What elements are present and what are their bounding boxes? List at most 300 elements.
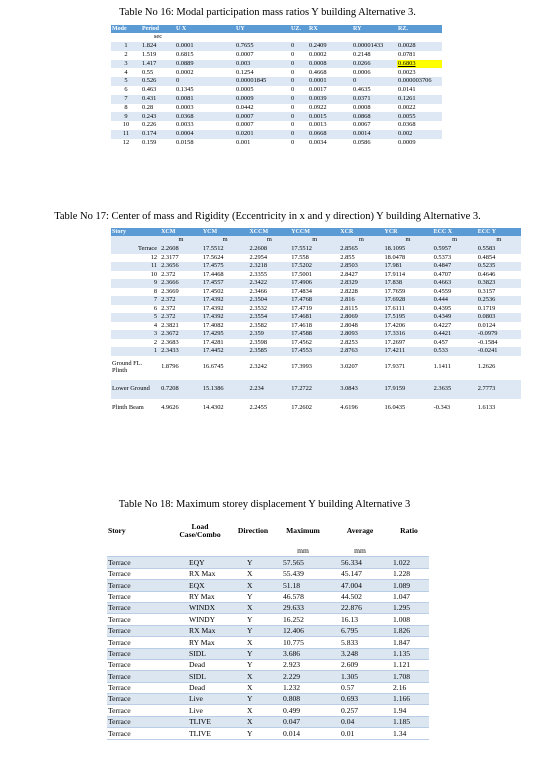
table-cell: 0.0006 bbox=[352, 68, 397, 77]
table-cell: 0 bbox=[290, 42, 308, 51]
unit-label: mm bbox=[331, 546, 389, 557]
table-cell: 4.9626 bbox=[160, 399, 202, 418]
table-cell: 0.257 bbox=[331, 705, 389, 716]
table-cell: 0.431 bbox=[141, 95, 175, 104]
table-cell: 17.4295 bbox=[202, 330, 249, 339]
table-cell: 3.686 bbox=[275, 648, 331, 659]
table-cell: 0.0371 bbox=[352, 95, 397, 104]
table-cell: 1.34 bbox=[389, 728, 429, 739]
table-cell: 1.6133 bbox=[477, 399, 521, 418]
table-cell: Terrace bbox=[107, 602, 169, 613]
table17-caption: Table No 17: Center of mass and Rigidity (Eccentricity in x and y direction) Y building Alternative 3. bbox=[54, 211, 481, 222]
table-cell: 17.5512 bbox=[290, 245, 339, 254]
table-cell: Terrace bbox=[107, 557, 169, 568]
table-cell: 2.8093 bbox=[339, 330, 383, 339]
table-cell: 1.519 bbox=[141, 51, 175, 60]
table-cell: 0.0022 bbox=[397, 104, 442, 113]
table-cell: 17.5624 bbox=[202, 254, 249, 263]
table-cell: 17.9114 bbox=[383, 271, 432, 280]
table-cell: 0.4395 bbox=[433, 305, 477, 314]
table-cell: 1.1411 bbox=[433, 356, 477, 380]
table-cell: 0.0015 bbox=[308, 112, 352, 121]
table-cell: 0.0067 bbox=[352, 121, 397, 130]
table-cell: 17.4452 bbox=[202, 347, 249, 356]
table-cell: 17.2602 bbox=[290, 399, 339, 418]
table-cell: 2.372 bbox=[160, 296, 202, 305]
table-cell: Ground FL. Plinth bbox=[111, 356, 160, 380]
table-cell: 22.876 bbox=[331, 602, 389, 613]
table-cell: Y bbox=[231, 648, 275, 659]
table-cell: 2.3821 bbox=[160, 322, 202, 331]
table-cell: 2.3532 bbox=[248, 305, 290, 314]
table-cell: 4 bbox=[111, 322, 160, 331]
table-cell: X bbox=[231, 568, 275, 579]
table-row bbox=[107, 557, 429, 568]
table-cell: 2.16 bbox=[389, 682, 429, 693]
table-cell: 0.55 bbox=[141, 68, 175, 77]
table-cell: 15.1386 bbox=[202, 380, 249, 399]
table-cell: 1.185 bbox=[389, 716, 429, 727]
table-cell: 0 bbox=[290, 95, 308, 104]
unit-cell bbox=[111, 33, 141, 42]
unit-label: m bbox=[248, 236, 290, 245]
table-cell: 0.0007 bbox=[235, 121, 290, 130]
table-row bbox=[111, 42, 442, 51]
table-cell: 2.3585 bbox=[248, 347, 290, 356]
table-cell: 0.526 bbox=[141, 77, 175, 86]
table-cell: 2.923 bbox=[275, 659, 331, 670]
unit-label: m bbox=[383, 236, 432, 245]
table-cell: 2.3666 bbox=[160, 279, 202, 288]
table-cell: 0.28 bbox=[141, 104, 175, 113]
table-row bbox=[107, 705, 429, 716]
table-cell: 4.6196 bbox=[339, 399, 383, 418]
table-cell: 45.147 bbox=[331, 568, 389, 579]
table-cell: 0.0002 bbox=[175, 68, 235, 77]
table-cell: SIDL bbox=[169, 671, 231, 682]
table-cell: 12 bbox=[111, 254, 160, 263]
table-cell: 0.226 bbox=[141, 121, 175, 130]
column-header: YCR bbox=[383, 228, 432, 236]
table-cell: 0 bbox=[290, 104, 308, 113]
table-cell: 0 bbox=[352, 77, 397, 86]
table-cell: 0.6803 bbox=[397, 60, 442, 69]
table-cell: 0.5583 bbox=[477, 245, 521, 254]
table-cell: Live bbox=[169, 694, 231, 705]
table-cell: Terrace bbox=[107, 705, 169, 716]
table-cell: 0.3157 bbox=[477, 288, 521, 297]
table-cell: 0 bbox=[290, 112, 308, 121]
table-cell: 0.0013 bbox=[308, 121, 352, 130]
center-of-mass-rigidity-table bbox=[111, 228, 521, 418]
column-header: Load Case/Combo bbox=[169, 516, 231, 546]
table-cell: 0.5957 bbox=[433, 245, 477, 254]
table-cell: 57.565 bbox=[275, 557, 331, 568]
table-cell: 0.5373 bbox=[433, 254, 477, 263]
table-cell: 2.3598 bbox=[248, 339, 290, 348]
table-cell: 2.359 bbox=[248, 330, 290, 339]
table-cell: 1.824 bbox=[141, 42, 175, 51]
table-cell: 2.8565 bbox=[339, 245, 383, 254]
table-cell: 0.4854 bbox=[477, 254, 521, 263]
table-cell: 0.0007 bbox=[235, 51, 290, 60]
table-cell: 0 bbox=[290, 139, 308, 148]
table-cell: 0.0586 bbox=[352, 139, 397, 148]
table-cell: 0.0039 bbox=[308, 95, 352, 104]
table-cell: Y bbox=[231, 625, 275, 636]
table-cell: 0.04 bbox=[331, 716, 389, 727]
table-cell: Y bbox=[231, 591, 275, 602]
table-cell: 17.4834 bbox=[290, 288, 339, 297]
table16-caption: Table No 16: Modal participation mass ratios Y building Alternative 3. bbox=[119, 7, 416, 18]
table-cell: 18.1095 bbox=[383, 245, 432, 254]
table-row bbox=[111, 356, 521, 380]
table-row bbox=[107, 602, 429, 613]
table-row bbox=[111, 112, 442, 121]
table-cell: 2.3635 bbox=[433, 380, 477, 399]
table-row bbox=[107, 728, 429, 739]
table-cell: 1.135 bbox=[389, 648, 429, 659]
table-cell: 9 bbox=[111, 112, 141, 121]
table-cell: 3 bbox=[111, 60, 141, 69]
table-cell: -0.343 bbox=[433, 399, 477, 418]
table-cell: 3.0843 bbox=[339, 380, 383, 399]
unit-cell bbox=[352, 33, 397, 42]
table-row bbox=[111, 399, 521, 418]
table-cell: 17.4281 bbox=[202, 339, 249, 348]
table-cell: Terrace bbox=[107, 671, 169, 682]
table-cell: 0.4646 bbox=[477, 271, 521, 280]
table-cell: 2.372 bbox=[160, 313, 202, 322]
table-cell: Terrace bbox=[107, 659, 169, 670]
table-cell: Terrace bbox=[107, 682, 169, 693]
table-cell: 0 bbox=[290, 77, 308, 86]
table-cell: 17.5512 bbox=[202, 245, 249, 254]
table-cell: 0.01 bbox=[331, 728, 389, 739]
table-cell: 2.8763 bbox=[339, 347, 383, 356]
unit-label bbox=[169, 546, 231, 557]
table-cell: 0.0017 bbox=[308, 86, 352, 95]
column-header: YCCM bbox=[290, 228, 339, 236]
table-cell: 2 bbox=[111, 339, 160, 348]
table-cell: 0.1719 bbox=[477, 305, 521, 314]
table-cell: 10 bbox=[111, 121, 141, 130]
unit-cell bbox=[290, 33, 308, 42]
table-cell: 12 bbox=[111, 139, 141, 148]
table-cell: 11 bbox=[111, 262, 160, 271]
table-cell: Terrace bbox=[107, 625, 169, 636]
table-cell: 0.4227 bbox=[433, 322, 477, 331]
table-cell: 0.014 bbox=[275, 728, 331, 739]
table-cell: Terrace bbox=[111, 245, 160, 254]
table-row bbox=[111, 347, 521, 356]
table-cell: Terrace bbox=[107, 591, 169, 602]
unit-cell bbox=[308, 33, 352, 42]
table-cell: 2.3422 bbox=[248, 279, 290, 288]
table-cell: 1.022 bbox=[389, 557, 429, 568]
table-cell: Terrace bbox=[107, 716, 169, 727]
column-header: UY bbox=[235, 25, 290, 33]
table-cell: 2.8253 bbox=[339, 339, 383, 348]
table-cell: Y bbox=[231, 557, 275, 568]
table-cell: 16.0435 bbox=[383, 399, 432, 418]
table-cell: 0.2536 bbox=[477, 296, 521, 305]
table-cell: 2.3669 bbox=[160, 288, 202, 297]
table-cell: 0 bbox=[290, 121, 308, 130]
table-cell: Y bbox=[231, 694, 275, 705]
table-cell: 0.2409 bbox=[308, 42, 352, 51]
table-cell: 0.4663 bbox=[433, 279, 477, 288]
table-cell: 2 bbox=[111, 51, 141, 60]
column-header: Ratio bbox=[389, 516, 429, 546]
table-cell: 1.8796 bbox=[160, 356, 202, 380]
table-cell: 0.6815 bbox=[175, 51, 235, 60]
table-cell: 2.234 bbox=[248, 380, 290, 399]
table-cell: 17.6928 bbox=[383, 296, 432, 305]
table-cell: 0.3823 bbox=[477, 279, 521, 288]
table-cell: 44.502 bbox=[331, 591, 389, 602]
table-cell: 0.0005 bbox=[235, 86, 290, 95]
table-cell: 2.3433 bbox=[160, 347, 202, 356]
table-cell: 17.9371 bbox=[383, 356, 432, 380]
table-cell: 0.533 bbox=[433, 347, 477, 356]
table-cell: Terrace bbox=[107, 614, 169, 625]
table-cell: 0.0028 bbox=[397, 42, 442, 51]
table-cell: 17.3993 bbox=[290, 356, 339, 380]
table-cell: 2.7773 bbox=[477, 380, 521, 399]
unit-label bbox=[107, 546, 169, 557]
table-cell: X bbox=[231, 705, 275, 716]
table-cell: 1.708 bbox=[389, 671, 429, 682]
table-cell: 2.609 bbox=[331, 659, 389, 670]
table-cell: 0.0141 bbox=[397, 86, 442, 95]
table-cell: 1.228 bbox=[389, 568, 429, 579]
table-cell: 0.0033 bbox=[175, 121, 235, 130]
table-cell: 29.633 bbox=[275, 602, 331, 613]
table-cell: 0.0034 bbox=[308, 139, 352, 148]
table-cell: Lower Ground bbox=[111, 380, 160, 399]
table-cell: 0.0922 bbox=[308, 104, 352, 113]
table-cell: 2.8115 bbox=[339, 305, 383, 314]
table-cell: 17.4392 bbox=[202, 313, 249, 322]
table-row bbox=[111, 271, 521, 280]
table-cell: 0.000003706 bbox=[397, 77, 442, 86]
table-cell: 17.981 bbox=[383, 262, 432, 271]
table-cell: RX Max bbox=[169, 625, 231, 636]
unit-label: m bbox=[433, 236, 477, 245]
table-cell: 17.2697 bbox=[383, 339, 432, 348]
table-cell: -0.1584 bbox=[477, 339, 521, 348]
column-header: XCM bbox=[160, 228, 202, 236]
table-row bbox=[111, 104, 442, 113]
table-cell: 0.159 bbox=[141, 139, 175, 148]
table-cell: 17.4681 bbox=[290, 313, 339, 322]
table-cell: 8 bbox=[111, 104, 141, 113]
modal-mass-ratio-table bbox=[111, 25, 442, 148]
table-cell: 17.4206 bbox=[383, 322, 432, 331]
table-cell: 2.855 bbox=[339, 254, 383, 263]
table-cell: 2.816 bbox=[339, 296, 383, 305]
table-cell: 0.0004 bbox=[175, 130, 235, 139]
table-cell: 0.2148 bbox=[352, 51, 397, 60]
column-header: XCR bbox=[339, 228, 383, 236]
unit-cell bbox=[175, 33, 235, 42]
unit-label: m bbox=[477, 236, 521, 245]
table-cell: 0.0158 bbox=[175, 139, 235, 148]
table-cell: SIDL bbox=[169, 648, 231, 659]
table-cell: X bbox=[231, 671, 275, 682]
table-cell: 2.2954 bbox=[248, 254, 290, 263]
table-row bbox=[111, 322, 521, 331]
table-cell: 5 bbox=[111, 77, 141, 86]
table-cell: 2.3466 bbox=[248, 288, 290, 297]
table-cell: 17.4502 bbox=[202, 288, 249, 297]
table-row bbox=[107, 568, 429, 579]
table-cell: 2.229 bbox=[275, 671, 331, 682]
table-cell: 1.295 bbox=[389, 602, 429, 613]
table-row bbox=[107, 694, 429, 705]
table-cell: 0.4421 bbox=[433, 330, 477, 339]
table-cell: 0.0868 bbox=[352, 112, 397, 121]
column-header: Period bbox=[141, 25, 175, 33]
table-cell: 12.406 bbox=[275, 625, 331, 636]
table-row bbox=[107, 614, 429, 625]
table-row bbox=[111, 139, 442, 148]
table-cell: -0.0241 bbox=[477, 347, 521, 356]
table-cell: 0.0803 bbox=[477, 313, 521, 322]
table-cell: 0.4668 bbox=[308, 68, 352, 77]
table-cell: 17.4562 bbox=[290, 339, 339, 348]
table-cell: 0.0889 bbox=[175, 60, 235, 69]
table-row bbox=[107, 625, 429, 636]
table-cell: 2.2455 bbox=[248, 399, 290, 418]
table-cell: 0.444 bbox=[433, 296, 477, 305]
table-cell: 0.0001 bbox=[308, 77, 352, 86]
table-cell: 0.0009 bbox=[397, 139, 442, 148]
table-cell: 0.0001 bbox=[175, 42, 235, 51]
table-row bbox=[107, 591, 429, 602]
table-cell: 0.463 bbox=[141, 86, 175, 95]
table-cell: 0 bbox=[290, 68, 308, 77]
table-cell: 0.4847 bbox=[433, 262, 477, 271]
table-cell: 2.3355 bbox=[248, 271, 290, 280]
table-cell: 0.0055 bbox=[397, 112, 442, 121]
table-cell: 0.0442 bbox=[235, 104, 290, 113]
table-cell: 16.6745 bbox=[202, 356, 249, 380]
table-cell: 1.166 bbox=[389, 694, 429, 705]
table-cell: Y bbox=[231, 728, 275, 739]
table-row bbox=[111, 51, 442, 60]
unit-label bbox=[231, 546, 275, 557]
table-cell: 7 bbox=[111, 95, 141, 104]
table-cell: 17.5001 bbox=[290, 271, 339, 280]
column-header: Mode bbox=[111, 25, 141, 33]
table-cell: 0.693 bbox=[331, 694, 389, 705]
table-cell: 0.0781 bbox=[397, 51, 442, 60]
table-cell: X bbox=[231, 716, 275, 727]
table-cell: 7 bbox=[111, 296, 160, 305]
table-cell: 0.0003 bbox=[175, 104, 235, 113]
table-cell: 2.3683 bbox=[160, 339, 202, 348]
table-cell: 0.7208 bbox=[160, 380, 202, 399]
table-row bbox=[111, 288, 521, 297]
table-cell: X bbox=[231, 580, 275, 591]
table-row bbox=[107, 716, 429, 727]
table-cell: Y bbox=[231, 659, 275, 670]
table-cell: 0.1345 bbox=[175, 86, 235, 95]
table-cell: 0 bbox=[290, 86, 308, 95]
unit-cell bbox=[397, 33, 442, 42]
table-cell: 2.372 bbox=[160, 305, 202, 314]
table-cell: 5.833 bbox=[331, 637, 389, 648]
table-cell: 0.4707 bbox=[433, 271, 477, 280]
table-cell: Live bbox=[169, 705, 231, 716]
unit-label: mm bbox=[275, 546, 331, 557]
table-cell: WINDY bbox=[169, 614, 231, 625]
table-cell: 2.3177 bbox=[160, 254, 202, 263]
table-cell: 0.001 bbox=[235, 139, 290, 148]
table-cell: 1.847 bbox=[389, 637, 429, 648]
table-row bbox=[111, 68, 442, 77]
table-cell: 2.3242 bbox=[248, 356, 290, 380]
column-header: XCCM bbox=[248, 228, 290, 236]
column-header: RY bbox=[352, 25, 397, 33]
table-cell: 17.4468 bbox=[202, 271, 249, 280]
table-cell: X bbox=[231, 602, 275, 613]
table-cell: TLIVE bbox=[169, 716, 231, 727]
table-cell: 0.0007 bbox=[235, 112, 290, 121]
table-cell: 1.008 bbox=[389, 614, 429, 625]
table-cell: 0.808 bbox=[275, 694, 331, 705]
table-cell: 0 bbox=[290, 130, 308, 139]
table-cell: 11 bbox=[111, 130, 141, 139]
column-header: Story bbox=[111, 228, 160, 236]
table-cell: 0.002 bbox=[397, 130, 442, 139]
table-cell: 0.0368 bbox=[175, 112, 235, 121]
table-cell: 0.174 bbox=[141, 130, 175, 139]
table-cell: 6.795 bbox=[331, 625, 389, 636]
table-row bbox=[111, 95, 442, 104]
table-cell: 2.3218 bbox=[248, 262, 290, 271]
table-row bbox=[107, 659, 429, 670]
table-cell: 0.4559 bbox=[433, 288, 477, 297]
table-cell: 1.121 bbox=[389, 659, 429, 670]
table-cell: 2.3672 bbox=[160, 330, 202, 339]
table-cell: 17.6111 bbox=[383, 305, 432, 314]
table-cell: 1 bbox=[111, 347, 160, 356]
table-cell: Dead bbox=[169, 682, 231, 693]
table-row bbox=[111, 330, 521, 339]
table-row bbox=[111, 279, 521, 288]
unit-label bbox=[389, 546, 429, 557]
table-cell: 18.0478 bbox=[383, 254, 432, 263]
table-cell: X bbox=[231, 637, 275, 648]
table-cell: 2.3656 bbox=[160, 262, 202, 271]
table-cell: 0.4635 bbox=[352, 86, 397, 95]
table-row bbox=[111, 296, 521, 305]
table-cell: 2.3554 bbox=[248, 313, 290, 322]
table-cell: 2.8503 bbox=[339, 262, 383, 271]
table-cell: 56.334 bbox=[331, 557, 389, 568]
table-cell: 4 bbox=[111, 68, 141, 77]
table-cell: 17.4768 bbox=[290, 296, 339, 305]
unit-label: m bbox=[202, 236, 249, 245]
table-cell: 0 bbox=[175, 77, 235, 86]
table-cell: 17.4553 bbox=[290, 347, 339, 356]
column-header: ECC Y bbox=[477, 228, 521, 236]
column-header: Average bbox=[331, 516, 389, 546]
table-cell: Terrace bbox=[107, 568, 169, 579]
